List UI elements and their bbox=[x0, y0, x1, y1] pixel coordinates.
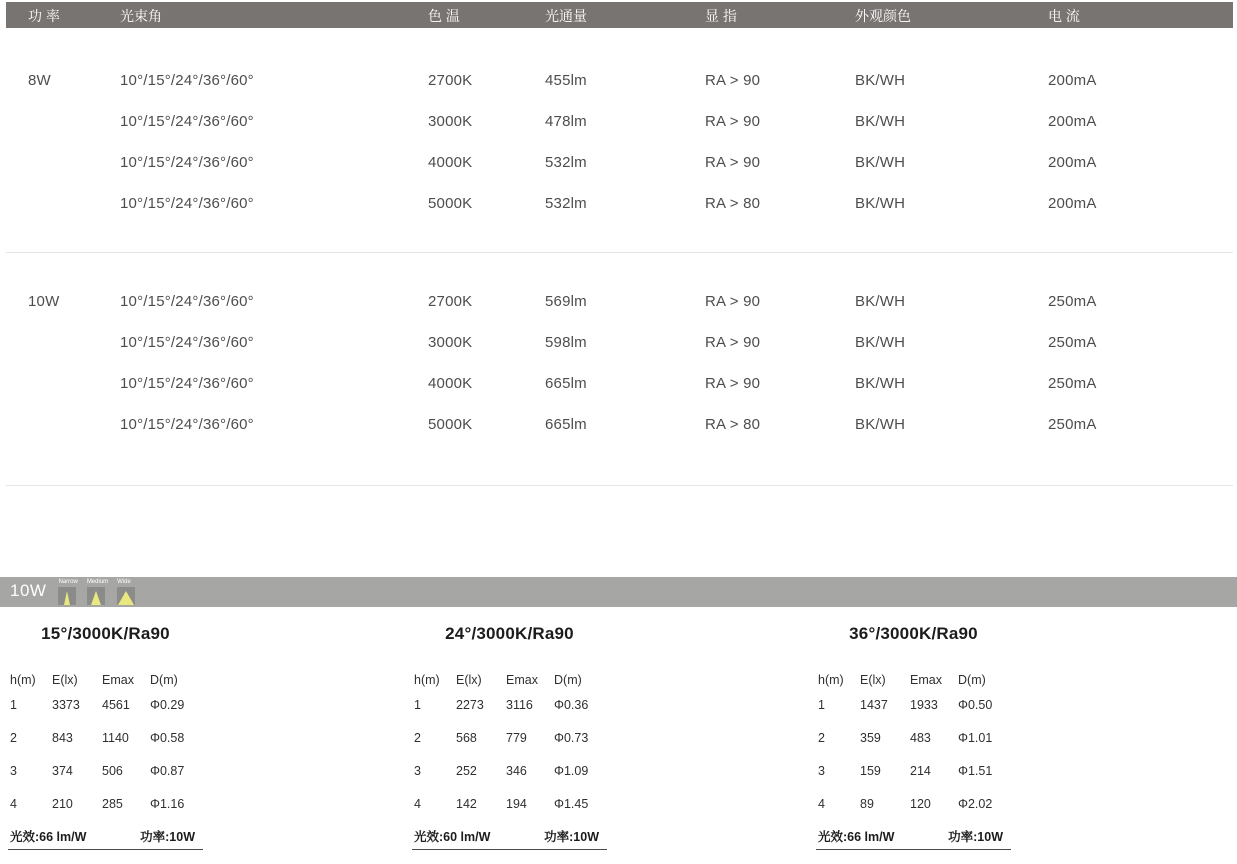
spec-cell-color-temp: 4000K bbox=[428, 154, 473, 171]
photometric-column-header: h(m) bbox=[10, 672, 36, 687]
photometric-header-row bbox=[8, 671, 203, 688]
photometric-cell-height: 4 bbox=[10, 796, 17, 811]
photometric-row bbox=[412, 787, 607, 820]
spec-cell-cri: RA > 90 bbox=[705, 72, 761, 89]
photometric-cell-emax: 1933 bbox=[910, 697, 938, 712]
photometric-row bbox=[816, 721, 1011, 754]
photometric-cell-elx: 1437 bbox=[860, 697, 888, 712]
power-label: 功率:10W bbox=[948, 830, 1003, 844]
spec-cell-luminous-flux: 665lm bbox=[545, 375, 587, 392]
spec-cell-power: 10W bbox=[28, 293, 60, 310]
photometric-cell-emax: 3116 bbox=[506, 697, 533, 712]
spec-cell-current: 200mA bbox=[1048, 154, 1097, 171]
spec-group-8W bbox=[6, 28, 1233, 224]
photometric-column-header: D(m) bbox=[554, 672, 582, 687]
photometric-cell-emax: 483 bbox=[910, 730, 931, 745]
photometric-cell-diameter: Φ0.58 bbox=[150, 730, 185, 745]
photometric-cell-height: 1 bbox=[414, 697, 421, 712]
photometric-cell-height: 3 bbox=[818, 763, 825, 778]
spec-cell-current: 250mA bbox=[1048, 293, 1097, 310]
beam-icon-label: Wide bbox=[117, 579, 131, 585]
photometric-cell-diameter: Φ1.16 bbox=[150, 796, 185, 811]
photometric-cell-diameter: Φ0.87 bbox=[150, 763, 185, 778]
spec-cell-beam-angle: 10°/15°/24°/36°/60° bbox=[120, 293, 254, 310]
spec-column-header: 光束角 bbox=[120, 7, 162, 24]
photometric-cell-elx: 89 bbox=[860, 796, 874, 811]
section-divider bbox=[6, 485, 1233, 486]
photometric-cell-height: 1 bbox=[10, 697, 17, 712]
photometric-cell-diameter: Φ0.50 bbox=[958, 697, 993, 712]
photometric-footer bbox=[8, 825, 203, 850]
photometric-cell-height: 4 bbox=[818, 796, 825, 811]
photometric-column-header: Emax bbox=[506, 672, 538, 687]
spec-cell-color-temp: 2700K bbox=[428, 72, 473, 89]
spec-cell-finish-color: BK/WH bbox=[855, 375, 906, 392]
narrow-beam-icon bbox=[58, 579, 77, 607]
photometric-cell-height: 2 bbox=[10, 730, 17, 745]
photometric-cell-height: 2 bbox=[414, 730, 421, 745]
photometric-table-title: 15°/3000K/Ra90 bbox=[41, 624, 170, 643]
photometric-cell-diameter: Φ0.36 bbox=[554, 697, 589, 712]
photometric-cell-height: 2 bbox=[818, 730, 825, 745]
spec-cell-power: 8W bbox=[28, 72, 51, 89]
beam-icon-label: Medium bbox=[86, 579, 109, 585]
photometric-cell-diameter: Φ0.29 bbox=[150, 697, 185, 712]
photometric-cell-elx: 142 bbox=[456, 796, 477, 811]
spec-cell-finish-color: BK/WH bbox=[855, 416, 906, 433]
photometric-cell-emax: 120 bbox=[910, 796, 931, 811]
spec-cell-finish-color: BK/WH bbox=[855, 334, 906, 351]
spec-column-header: 色 温 bbox=[428, 7, 460, 24]
photometric-cell-diameter: Φ1.51 bbox=[958, 763, 993, 778]
spec-cell-luminous-flux: 532lm bbox=[545, 195, 587, 212]
spec-cell-beam-angle: 10°/15°/24°/36°/60° bbox=[120, 375, 254, 392]
efficacy-label: 光效:60 lm/W bbox=[414, 830, 491, 844]
beam-icon-box bbox=[117, 587, 135, 605]
photometric-cell-elx: 2273 bbox=[456, 697, 484, 712]
photometric-header-row bbox=[816, 671, 1011, 688]
photometric-cell-height: 1 bbox=[818, 697, 825, 712]
spec-cell-color-temp: 5000K bbox=[428, 195, 473, 212]
photometric-cell-emax: 4561 bbox=[102, 697, 130, 712]
photometric-footer bbox=[816, 825, 1011, 850]
photometric-cell-emax: 285 bbox=[102, 796, 123, 811]
spec-column-header: 光通量 bbox=[545, 7, 587, 24]
spec-cell-luminous-flux: 569lm bbox=[545, 293, 587, 310]
photometric-cell-emax: 1140 bbox=[102, 730, 129, 745]
beam-section-bar bbox=[0, 577, 1237, 607]
spec-cell-current: 250mA bbox=[1048, 334, 1097, 351]
spec-cell-color-temp: 2700K bbox=[428, 293, 473, 310]
photometric-row bbox=[8, 688, 203, 721]
medium-beam-icon bbox=[87, 579, 108, 607]
spec-cell-beam-angle: 10°/15°/24°/36°/60° bbox=[120, 72, 254, 89]
spec-column-header: 显 指 bbox=[705, 7, 737, 24]
spec-cell-beam-angle: 10°/15°/24°/36°/60° bbox=[120, 416, 254, 433]
photometric-table bbox=[816, 607, 1011, 850]
photometric-column-header: E(lx) bbox=[52, 672, 78, 687]
spec-cell-color-temp: 3000K bbox=[428, 334, 473, 351]
photometric-cell-emax: 346 bbox=[506, 763, 527, 778]
photometric-row bbox=[816, 688, 1011, 721]
power-label: 功率:10W bbox=[140, 830, 195, 844]
photometric-cell-height: 3 bbox=[414, 763, 421, 778]
photometric-column-header: h(m) bbox=[818, 672, 844, 687]
photometric-cell-diameter: Φ2.02 bbox=[958, 796, 993, 811]
photometric-table bbox=[8, 607, 203, 850]
spec-cell-current: 200mA bbox=[1048, 72, 1097, 89]
spec-cell-color-temp: 5000K bbox=[428, 416, 473, 433]
efficacy-label: 光效:66 lm/W bbox=[818, 830, 895, 844]
photometric-footer bbox=[412, 825, 607, 850]
spec-row bbox=[6, 404, 1233, 445]
spec-row bbox=[6, 322, 1233, 363]
photometric-row bbox=[8, 754, 203, 787]
spec-cell-beam-angle: 10°/15°/24°/36°/60° bbox=[120, 113, 254, 130]
photometric-row bbox=[816, 754, 1011, 787]
spec-cell-luminous-flux: 532lm bbox=[545, 154, 587, 171]
spec-cell-cri: RA > 90 bbox=[705, 113, 761, 130]
spec-cell-luminous-flux: 598lm bbox=[545, 334, 587, 351]
photometric-column-header: D(m) bbox=[150, 672, 178, 687]
spec-cell-current: 250mA bbox=[1048, 416, 1097, 433]
photometric-row bbox=[412, 754, 607, 787]
spec-row bbox=[6, 142, 1233, 183]
photometric-row bbox=[412, 688, 607, 721]
spec-column-header: 功 率 bbox=[28, 7, 60, 24]
photometric-cell-diameter: Φ0.73 bbox=[554, 730, 589, 745]
wide-beam-icon bbox=[117, 579, 135, 607]
photometric-cell-height: 3 bbox=[10, 763, 17, 778]
photometric-cell-elx: 252 bbox=[456, 763, 477, 778]
beam-triangle-glyph bbox=[118, 591, 134, 605]
spec-cell-finish-color: BK/WH bbox=[855, 154, 906, 171]
photometric-cell-elx: 210 bbox=[52, 796, 73, 811]
spec-cell-cri: RA > 80 bbox=[705, 195, 761, 212]
photometric-header-row bbox=[412, 671, 607, 688]
photometric-cell-elx: 568 bbox=[456, 730, 477, 745]
photometric-cell-height: 4 bbox=[414, 796, 421, 811]
photometric-tables bbox=[0, 607, 1237, 850]
beam-bar-power-label: 10W bbox=[10, 581, 47, 600]
photometric-cell-elx: 359 bbox=[860, 730, 881, 745]
spec-table-body bbox=[6, 28, 1233, 486]
spec-cell-cri: RA > 90 bbox=[705, 293, 761, 310]
photometric-column-header: Emax bbox=[910, 672, 942, 687]
spec-cell-luminous-flux: 478lm bbox=[545, 113, 587, 130]
spec-row bbox=[6, 101, 1233, 142]
spec-cell-beam-angle: 10°/15°/24°/36°/60° bbox=[120, 154, 254, 171]
beam-triangle-glyph bbox=[64, 591, 70, 605]
photometric-row bbox=[412, 721, 607, 754]
photometric-cell-emax: 779 bbox=[506, 730, 527, 745]
photometric-column-header: h(m) bbox=[414, 672, 440, 687]
spec-cell-luminous-flux: 455lm bbox=[545, 72, 587, 89]
photometric-cell-elx: 843 bbox=[52, 730, 73, 745]
spec-cell-cri: RA > 90 bbox=[705, 154, 761, 171]
spec-cell-current: 250mA bbox=[1048, 375, 1097, 392]
spec-cell-cri: RA > 90 bbox=[705, 334, 761, 351]
photometric-row bbox=[816, 787, 1011, 820]
spec-cell-finish-color: BK/WH bbox=[855, 72, 906, 89]
spec-column-header: 外观颜色 bbox=[855, 7, 911, 24]
spec-cell-finish-color: BK/WH bbox=[855, 113, 906, 130]
photometric-cell-emax: 194 bbox=[506, 796, 527, 811]
spec-cell-beam-angle: 10°/15°/24°/36°/60° bbox=[120, 195, 254, 212]
spec-cell-color-temp: 4000K bbox=[428, 375, 473, 392]
photometric-cell-diameter: Φ1.09 bbox=[554, 763, 589, 778]
spec-column-header: 电 流 bbox=[1048, 7, 1080, 24]
photometric-column-header: D(m) bbox=[958, 672, 986, 687]
spec-table-header-row bbox=[6, 2, 1233, 28]
photometric-cell-elx: 3373 bbox=[52, 697, 80, 712]
spec-cell-finish-color: BK/WH bbox=[855, 195, 906, 212]
beam-icon-label: Narrow bbox=[58, 579, 78, 585]
photometric-table-title: 36°/3000K/Ra90 bbox=[849, 624, 978, 643]
spec-row bbox=[6, 60, 1233, 101]
spec-cell-finish-color: BK/WH bbox=[855, 293, 906, 310]
power-label: 功率:10W bbox=[544, 830, 599, 844]
spec-cell-cri: RA > 90 bbox=[705, 375, 761, 392]
spec-group-10W bbox=[6, 253, 1233, 445]
photometric-column-header: E(lx) bbox=[860, 672, 886, 687]
photometric-row bbox=[8, 721, 203, 754]
photometric-column-header: Emax bbox=[102, 672, 134, 687]
beam-triangle-glyph bbox=[91, 591, 101, 605]
photometric-cell-elx: 374 bbox=[52, 763, 73, 778]
photometric-table bbox=[412, 607, 607, 850]
spec-row bbox=[6, 363, 1233, 404]
photometric-cell-diameter: Φ1.01 bbox=[958, 730, 993, 745]
photometric-row bbox=[8, 787, 203, 820]
photometric-cell-elx: 159 bbox=[860, 763, 881, 778]
photometric-cell-diameter: Φ1.45 bbox=[554, 796, 589, 811]
spec-cell-luminous-flux: 665lm bbox=[545, 416, 587, 433]
spec-cell-cri: RA > 80 bbox=[705, 416, 761, 433]
photometric-cell-emax: 214 bbox=[910, 763, 931, 778]
photometric-column-header: E(lx) bbox=[456, 672, 482, 687]
spec-cell-current: 200mA bbox=[1048, 195, 1097, 212]
photometric-table-title: 24°/3000K/Ra90 bbox=[445, 624, 574, 643]
beam-icon-box bbox=[58, 587, 76, 605]
spec-cell-current: 200mA bbox=[1048, 113, 1097, 130]
efficacy-label: 光效:66 lm/W bbox=[10, 830, 87, 844]
spec-row bbox=[6, 281, 1233, 322]
spec-cell-beam-angle: 10°/15°/24°/36°/60° bbox=[120, 334, 254, 351]
photometric-cell-emax: 506 bbox=[102, 763, 123, 778]
spec-cell-color-temp: 3000K bbox=[428, 113, 473, 130]
beam-icon-box bbox=[87, 587, 105, 605]
beam-icons bbox=[58, 577, 135, 607]
spec-row bbox=[6, 183, 1233, 224]
